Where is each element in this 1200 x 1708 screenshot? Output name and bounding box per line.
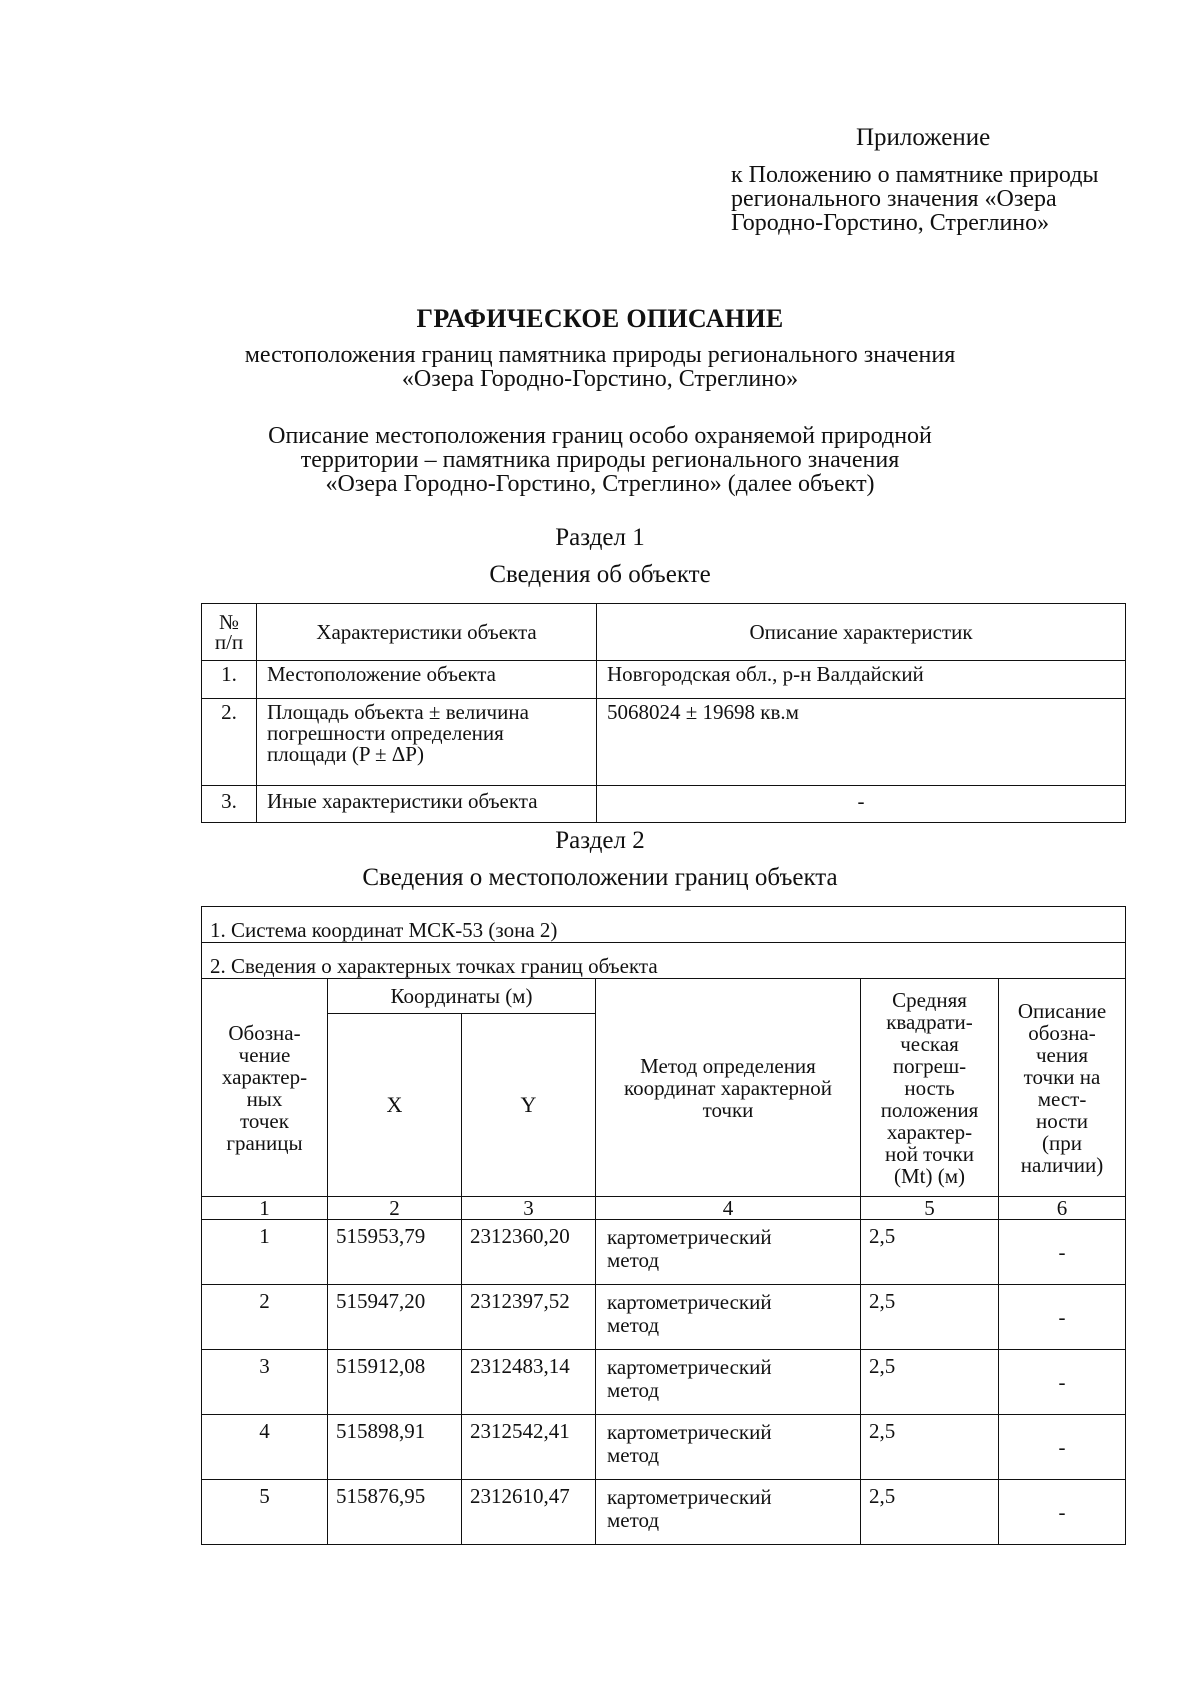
row-description: - bbox=[597, 786, 1126, 823]
point-description: - bbox=[999, 1285, 1126, 1350]
point-x: 515947,20 bbox=[328, 1285, 462, 1350]
header-text: Средняя квадрати- ческая погреш- ность положения характер- ной точки (Mt) (м) bbox=[880, 987, 979, 1188]
document-title: ГРАФИЧЕСКОЕ ОПИСАНИЕ bbox=[416, 304, 784, 333]
column-header-method bbox=[596, 979, 861, 1197]
column-number: 3 bbox=[462, 1197, 596, 1220]
point-error: 2,5 bbox=[861, 1350, 999, 1415]
header-text: Обозна- чение характер- ных точек границы bbox=[221, 1020, 308, 1155]
table-header-row bbox=[202, 604, 1126, 661]
point-method: картометрический метод bbox=[596, 1415, 861, 1480]
column-header-description: Описание характеристик bbox=[597, 604, 1126, 661]
point-y: 2312360,20 bbox=[462, 1220, 596, 1285]
point-error: 2,5 bbox=[861, 1220, 999, 1285]
row-number: 3. bbox=[202, 786, 257, 823]
points-title-row bbox=[202, 943, 1126, 979]
point-error: 2,5 bbox=[861, 1415, 999, 1480]
point-method: картометрический метод bbox=[596, 1350, 861, 1415]
table-row bbox=[202, 699, 1126, 786]
table-row bbox=[202, 661, 1126, 699]
header-text: Метод определения координат характерной точки bbox=[624, 1053, 832, 1122]
point-y: 2312610,47 bbox=[462, 1480, 596, 1545]
coordinate-system: 1. Система координат МСК-53 (зона 2) bbox=[202, 907, 1126, 943]
point-y: 2312397,52 bbox=[462, 1285, 596, 1350]
point-description: - bbox=[999, 1220, 1126, 1285]
point-x: 515898,91 bbox=[328, 1415, 462, 1480]
appendix-title: Приложение bbox=[856, 124, 991, 151]
boundary-points-table bbox=[201, 906, 1126, 1545]
point-method: картометрический метод bbox=[596, 1220, 861, 1285]
column-number: 2 bbox=[328, 1197, 462, 1220]
section2-heading: Раздел 2 bbox=[555, 827, 645, 854]
row-description: Новгородская обл., р-н Валдайский bbox=[597, 661, 1126, 699]
point-number: 5 bbox=[202, 1480, 328, 1545]
point-number: 2 bbox=[202, 1285, 328, 1350]
table-row bbox=[202, 1350, 1126, 1415]
column-header-designation bbox=[202, 979, 328, 1197]
document-description bbox=[0, 424, 1200, 496]
column-header-y: Y bbox=[462, 1014, 596, 1197]
appendix-line: Городно-Горстино, Стреглино» bbox=[731, 210, 1050, 236]
column-header-characteristic: Характеристики объекта bbox=[257, 604, 597, 661]
row-number: 2. bbox=[202, 699, 257, 786]
column-numbers-row bbox=[202, 1197, 1126, 1220]
point-y: 2312542,41 bbox=[462, 1415, 596, 1480]
table-row bbox=[202, 1220, 1126, 1285]
table-row bbox=[202, 1415, 1126, 1480]
point-description: - bbox=[999, 1480, 1126, 1545]
table-row bbox=[202, 786, 1126, 823]
row-number: 1. bbox=[202, 661, 257, 699]
column-header-coordinates: Координаты (м) bbox=[328, 979, 596, 1014]
column-header-point-description bbox=[999, 979, 1126, 1197]
point-number: 1 bbox=[202, 1220, 328, 1285]
point-x: 515912,08 bbox=[328, 1350, 462, 1415]
point-method: картометрический метод bbox=[596, 1480, 861, 1545]
section1-subheading: Сведения об объекте bbox=[489, 561, 711, 588]
table-row bbox=[202, 1285, 1126, 1350]
description-line: территории – памятника природы регионального значения bbox=[300, 447, 900, 473]
appendix-line: к Положению о памятнике природы bbox=[731, 162, 1099, 188]
column-header-error bbox=[861, 979, 999, 1197]
point-rows bbox=[202, 1220, 1126, 1545]
header-text: Описание обозна- чения точки на мест- ности (при наличии) bbox=[1017, 998, 1107, 1177]
description-line: Описание местоположения границ особо охраняемой природной bbox=[268, 423, 932, 449]
column-number: 6 bbox=[999, 1197, 1126, 1220]
point-error: 2,5 bbox=[861, 1285, 999, 1350]
point-y: 2312483,14 bbox=[462, 1350, 596, 1415]
table-row bbox=[202, 1480, 1126, 1545]
section1-heading: Раздел 1 bbox=[555, 524, 645, 551]
table-header-row bbox=[202, 979, 1126, 1014]
points-title: 2. Сведения о характерных точках границ объекта bbox=[202, 943, 1126, 979]
object-info-table bbox=[201, 603, 1126, 823]
column-number: 1 bbox=[202, 1197, 328, 1220]
appendix-block bbox=[731, 126, 1151, 235]
row-characteristic: Площадь объекта ± величина погрешности определения площади (P ± ΔP) bbox=[257, 699, 597, 786]
point-x: 515953,79 bbox=[328, 1220, 462, 1285]
row-characteristic: Иные характеристики объекта bbox=[257, 786, 597, 823]
column-number: 5 bbox=[861, 1197, 999, 1220]
coordinate-system-row bbox=[202, 907, 1126, 943]
point-number: 3 bbox=[202, 1350, 328, 1415]
description-line: «Озера Городно-Горстино, Стреглино» (далее объект) bbox=[325, 471, 875, 497]
point-description: - bbox=[999, 1415, 1126, 1480]
subtitle-line: местоположения границ памятника природы регионального значения bbox=[244, 342, 956, 368]
point-description: - bbox=[999, 1350, 1126, 1415]
row-description: 5068024 ± 19698 кв.м bbox=[597, 699, 1126, 786]
appendix-line: регионального значения «Озера bbox=[731, 186, 1057, 212]
column-number: 4 bbox=[596, 1197, 861, 1220]
subtitle-line: «Озера Городно-Горстино, Стреглино» bbox=[401, 366, 799, 392]
point-x: 515876,95 bbox=[328, 1480, 462, 1545]
row-characteristic: Местоположение объекта bbox=[257, 661, 597, 699]
document-subtitle bbox=[0, 343, 1200, 391]
point-method: картометрический метод bbox=[596, 1285, 861, 1350]
point-number: 4 bbox=[202, 1415, 328, 1480]
point-error: 2,5 bbox=[861, 1480, 999, 1545]
column-header-x: X bbox=[328, 1014, 462, 1197]
section2-subheading: Сведения о местоположении границ объекта bbox=[362, 864, 838, 891]
column-header-number: № п/п bbox=[202, 604, 257, 661]
